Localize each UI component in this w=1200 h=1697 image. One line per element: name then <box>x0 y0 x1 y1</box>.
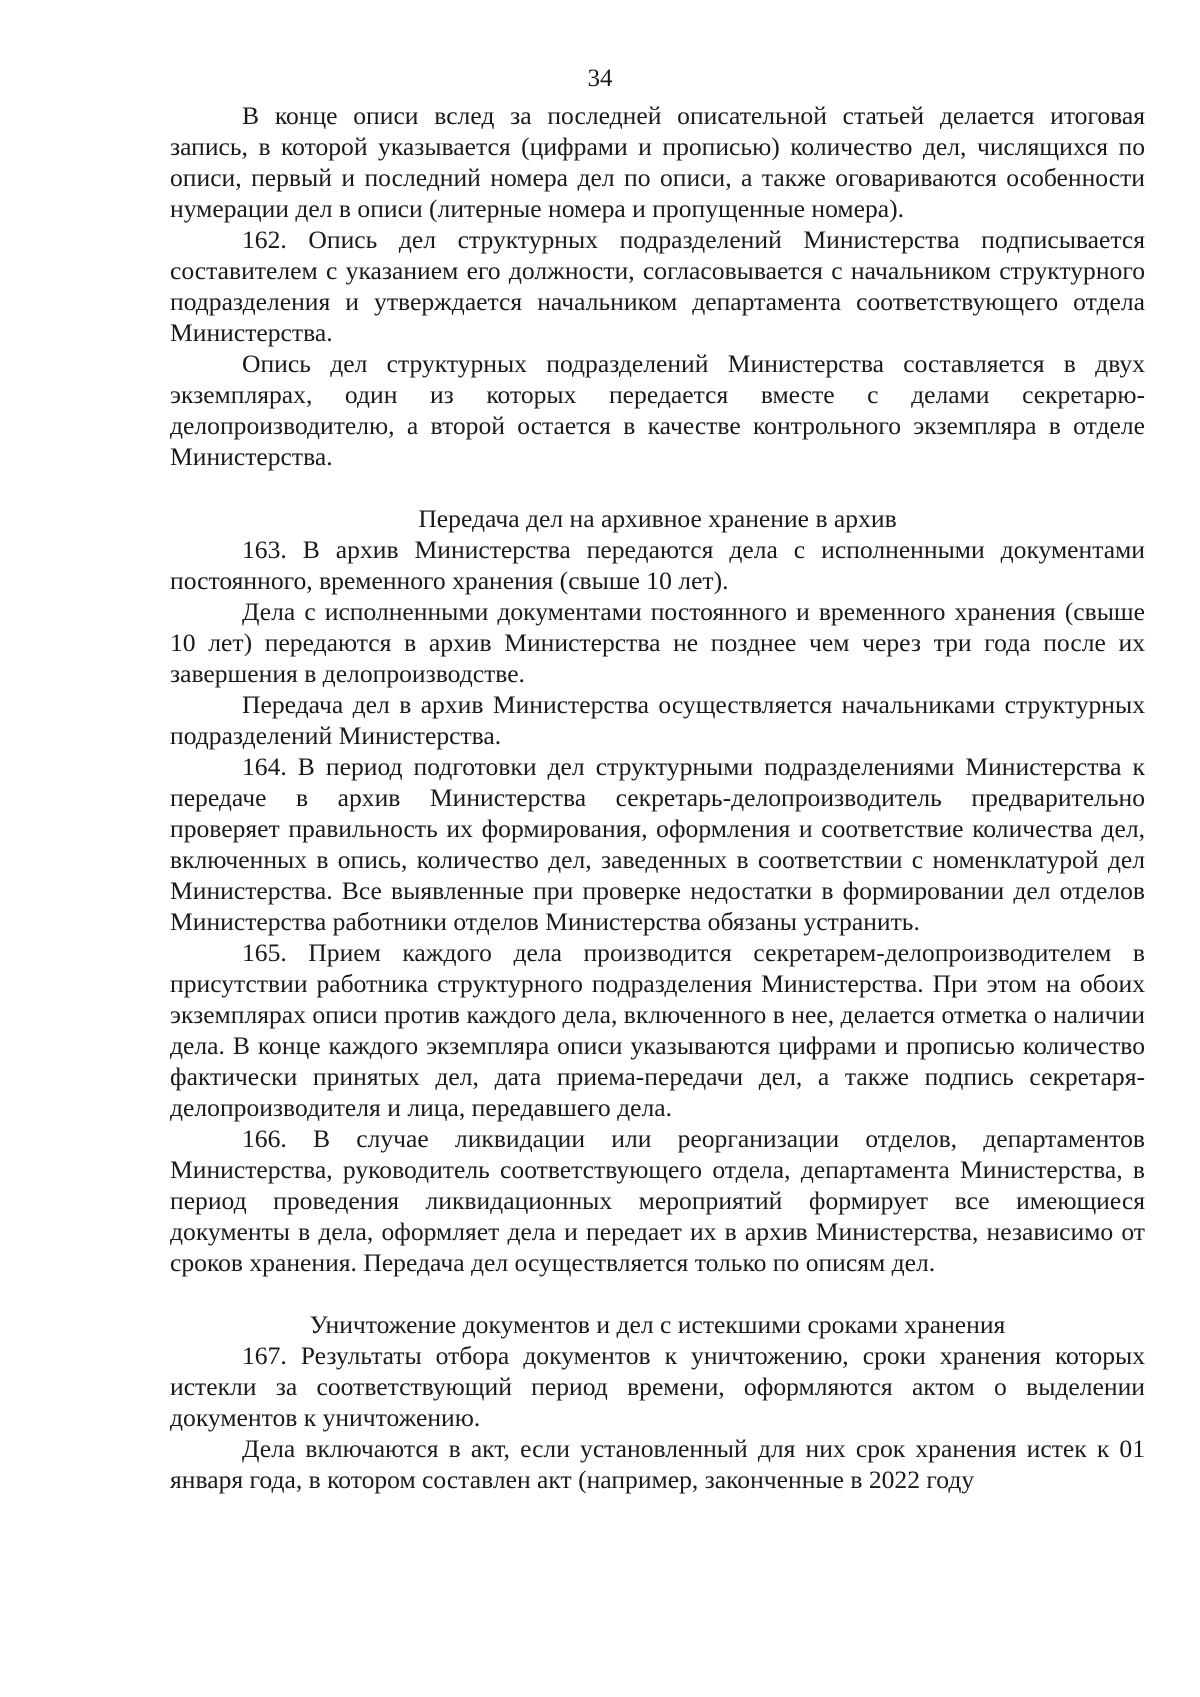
page-number: 34 <box>587 65 613 92</box>
paragraph-destruction-act: Дела включаются в акт, если установленный для них срок хранения истек к 01 января года, в котором составлен акт (например, законченные в 2022 году <box>170 1434 1145 1494</box>
section-heading-archive-transfer: Передача дел на архивное хранение в архив <box>418 504 897 533</box>
paragraph-163: 163. В архив Министерства передаются дела с исполненными документами постоянного, временного хранения (свыше 10 лет). <box>170 535 1145 595</box>
document-body <box>170 100 1145 1495</box>
paragraph-transfer-responsible: Передача дел в архив Министерства осуществляется начальниками структурных подразделений Министерства. <box>170 690 1145 750</box>
paragraph-transfer-deadline: Дела с исполненными документами постоянного и временного хранения (свыше 10 лет) передаются в архив Министерства не позднее чем через три года после их завершения в делопроизводстве. <box>170 597 1145 688</box>
paragraph-162: 162. Опись дел структурных подразделений Министерства подписывается составителем с указанием его должности, согласовывается с начальником структурного подразделения и утверждается начальником департамента соответствующего отдела Министерства. <box>170 225 1145 347</box>
paragraph-165: 165. Прием каждого дела производится секретарем-делопроизводителем в присутствии работника структурного подразделения Министерства. При этом на обоих экземплярах описи против каждого дела, включенного в нее, делается отметка о наличии дела. В конце каждого экземпляра описи указываются цифрами и прописью количество фактически принятых дел, дата приема-передачи дел, а также подпись секретаря-делопроизводителя и лица, передавшего дела. <box>170 938 1145 1122</box>
paragraph-inventory-total: В конце описи вслед за последней описательной статьей делается итоговая запись, в которой указывается (цифрами и прописью) количество дел, числящихся по описи, первый и последний номера дел по описи, а также оговариваются особенности нумерации дел в описи (литерные номера и пропущенные номера). <box>170 101 1145 223</box>
section-gap <box>170 1278 1145 1309</box>
paragraph-inventory-copies: Опись дел структурных подразделений Министерства составляется в двух экземплярах, один из которых передается вместе с делами секретарю-делопроизводителю, а второй остается в качестве контрольного экземпляра в отделе Министерства. <box>170 349 1145 471</box>
paragraph-164: 164. В период подготовки дел структурными подразделениями Министерства к передаче в архив Министерства секретарь-делопроизводитель предварительно проверяет правильность их формирования, оформления и соответствие количества дел, включенных в опись, количество дел, заведенных в соответствии с номенклатурой дел Министерства. Все выявленные при проверке недостатки в формировании дел отделов Министерства работники отделов Министерства обязаны устранить. <box>170 752 1145 936</box>
paragraph-166: 166. В случае ликвидации или реорганизации отделов, департаментов Министерства, руководитель соответствующего отдела, департамента Министерства, в период проведения ликвидационных мероприятий формирует все имеющиеся документы в дела, оформляет дела и передает их в архив Министерства, независимо от сроков хранения. Передача дел осуществляется только по описям дел. <box>170 1124 1145 1277</box>
section-heading-destruction: Уничтожение документов и дел с истекшими сроками хранения <box>309 1310 1006 1339</box>
paragraph-167: 167. Результаты отбора документов к уничтожению, сроки хранения которых истекли за соответствующий период времени, оформляются актом о выделении документов к уничтожению. <box>170 1341 1145 1432</box>
section-gap <box>170 472 1145 503</box>
